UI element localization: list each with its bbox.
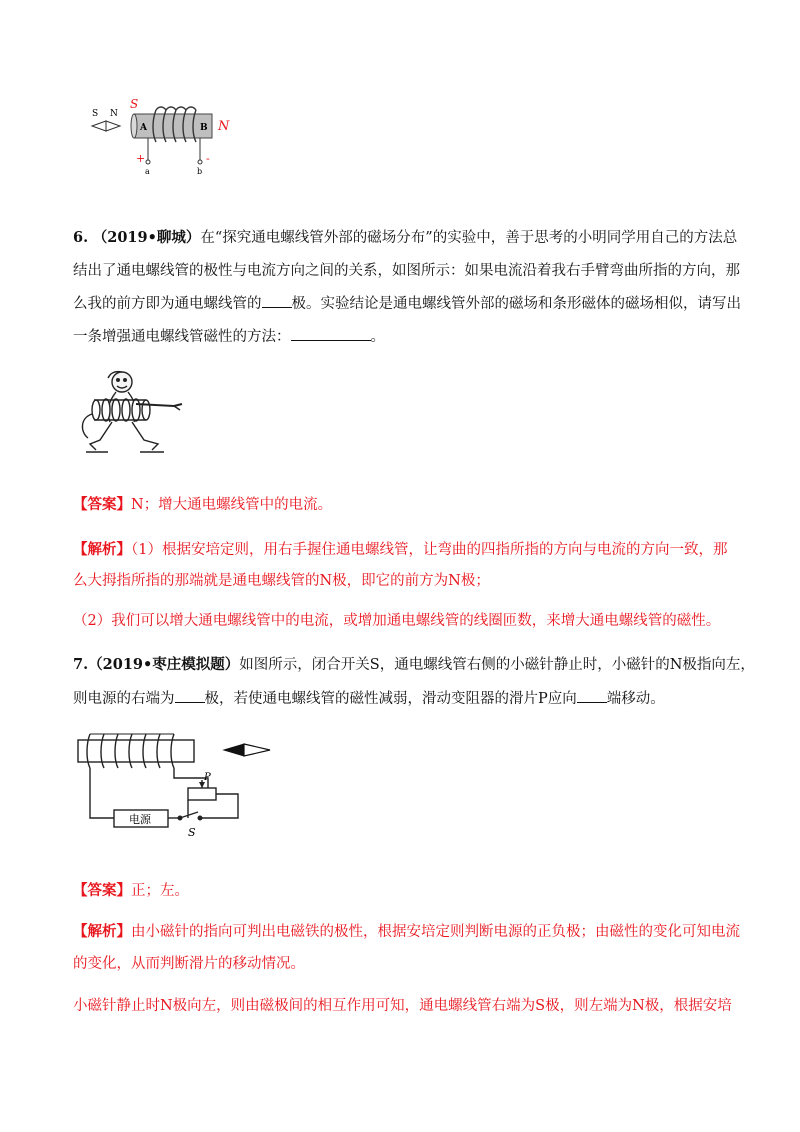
solenoid-figure-1	[86, 96, 246, 182]
q7-text-2a: 则电源的右端为	[73, 691, 175, 707]
compass-needle-right	[106, 121, 120, 131]
q6-number: 6.	[73, 229, 89, 246]
q6-answer-tag: 【答案】	[73, 496, 131, 513]
q7-line-1	[73, 655, 755, 675]
rheostat	[188, 788, 216, 800]
q7-answer-text: 正；左。	[131, 883, 189, 899]
switch-s-label: S	[188, 826, 196, 839]
power-label: 电源	[129, 813, 151, 826]
q7-blank-2[interactable]	[577, 688, 607, 703]
slider-p-label: P	[204, 772, 211, 783]
q7-analysis-line-1	[73, 922, 740, 942]
q7-answer-tag: 【答案】	[73, 882, 131, 899]
q6-line-2: 结出了通电螺线管的极性与电流方向之间的关系，如图所示：如果电流沿着我右手臂弯曲所指的方向，那	[73, 263, 740, 279]
q6-source: （2019•聊城）	[92, 229, 201, 246]
q6-analysis-tag: 【解析】	[73, 541, 131, 558]
needle-n-label: N	[110, 109, 118, 119]
q6-answer-text: N；增大通电螺线管中的电流。	[131, 497, 333, 513]
small-compass-needle-n	[224, 744, 244, 756]
q7-analysis-tag: 【解析】	[73, 923, 131, 940]
needle-s-label: S	[92, 109, 99, 119]
q6-text-1: 在“探究通电螺线管外部的磁场分布”的实验中，善于思考的小明同学用自己的方法总	[200, 230, 738, 246]
q7-line-2	[73, 688, 733, 709]
q7-analysis-text-1: 由小磁针的指向可判出电磁铁的极性，根据安培定则判断电源的正负极；由磁性的变化可知电流	[131, 924, 740, 940]
small-compass-needle-s	[244, 744, 270, 756]
q6-analysis-line-2: 么大拇指所指的那端就是通电螺线管的N极，即它的前方为N极；	[73, 573, 490, 589]
q6-blank-1[interactable]	[262, 293, 292, 308]
q7-answer	[73, 881, 733, 901]
minus-sign: -	[206, 152, 210, 165]
end-a-label: A	[140, 123, 147, 133]
q6-line-1	[73, 228, 738, 248]
q6-text-4a: 一条增强通电螺线管磁性的方法：	[73, 329, 291, 345]
q7-analysis-line-2: 的变化，从而判断滑片的移动情况。	[73, 956, 305, 972]
q7-text-2b: 极，若使通电螺线管的磁性减弱，滑动变阻器的滑片P应向	[204, 691, 577, 707]
q6-analysis-text-1: （1）根据安培定则，用右手握住通电螺线管，让弯曲的四指所指的方向与电流的方向一致，那	[131, 542, 728, 558]
q7-text-1: 如图所示，闭合开关S，通电螺线管右侧的小磁针静止时，小磁针的N极指向左，	[239, 657, 755, 673]
q6-text-3a: 么我的前方即为通电螺线管的	[73, 296, 262, 312]
q7-blank-1[interactable]	[175, 688, 205, 703]
q6-answer	[73, 495, 733, 515]
coil-left-pole: S	[130, 97, 139, 111]
compass-needle-left	[92, 121, 106, 131]
q7-analysis-line-3: 小磁针静止时N极向左，则由磁极间的相互作用可知，通电螺线管右端为S极，则左端为N极，根据安培	[73, 998, 732, 1014]
q7-number: 7.	[73, 656, 89, 673]
cartoon-solenoid-figure	[78, 368, 190, 460]
q6-blank-2[interactable]	[291, 326, 371, 341]
coil-right-pole: N	[218, 119, 230, 134]
q7-source: （2019•枣庄模拟题）	[88, 656, 240, 673]
q6-line-4	[73, 326, 733, 347]
plus-sign: +	[136, 152, 146, 165]
q6-text-3b: 极。实验结论是通电螺线管外部的磁场和条形磁体的磁场相似，请写出	[291, 296, 741, 312]
q6-analysis-line-3: （2）我们可以增大通电螺线管中的电流，或增加通电螺线管的线圈匝数，来增大通电螺线管的磁性。	[73, 613, 721, 629]
end-b-label: B	[200, 123, 208, 133]
terminal-b: b	[197, 167, 203, 176]
terminal-a: a	[145, 167, 150, 176]
q6-analysis-line-1	[73, 540, 733, 560]
switch-s[interactable]	[180, 812, 198, 818]
q6-text-4b: 。	[370, 329, 385, 345]
circuit-figure	[74, 730, 284, 840]
q7-text-2c: 端移动。	[606, 691, 665, 707]
q6-line-3	[73, 293, 741, 314]
